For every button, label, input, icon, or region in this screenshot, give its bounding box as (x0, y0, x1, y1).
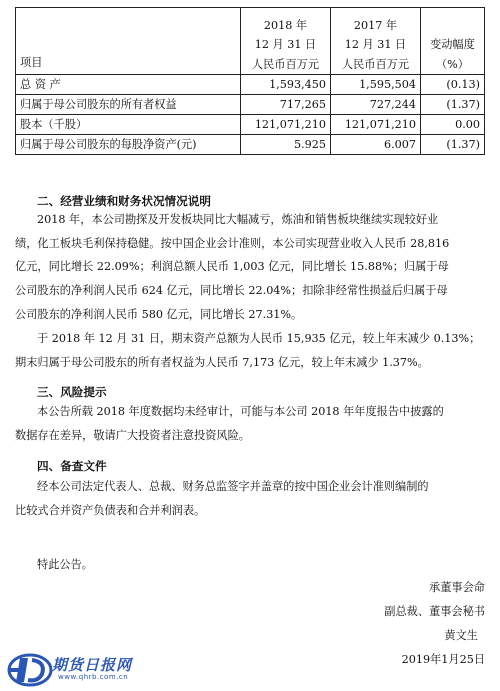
signature-date: 2019年1月25日 (401, 653, 485, 666)
documents-paragraph (15, 475, 485, 522)
row-change: (0.13) (421, 75, 485, 95)
row-change: (1.37) (421, 95, 485, 115)
row-value-2017: 121,071,210 (331, 115, 421, 135)
watermark-url: www.qhrb.com.cn (58, 673, 129, 681)
paragraph-line: 比较式合并资产负债表和合并利润表。 (15, 503, 206, 517)
paragraph-line: 本公告所载 2018 年度数据均未经审计，可能与本公司 2018 年年度报告中披露的 (37, 405, 444, 418)
table-row (16, 95, 485, 115)
row-value-2018: 121,071,210 (241, 115, 331, 135)
paragraph-line: 数据存在差异，敬请广大投资者注意投资风险。 (15, 428, 250, 442)
row-label: 归属于母公司股东的所有者权益 (16, 95, 241, 115)
signature-title: 副总裁、董事会秘书 (384, 605, 485, 618)
table-header-row (16, 8, 485, 75)
financial-summary-table (15, 7, 485, 155)
watermark-logo-icon (6, 650, 58, 690)
paragraph-line: 于 2018 年 12 月 31 日，期末资产总额为人民币 15,935 亿元，较上年末减少 0.13%； (37, 332, 481, 345)
risk-paragraph (15, 400, 485, 447)
row-value-2018: 717,265 (241, 95, 331, 115)
header-2017: 2017 年 12 月 31 日 人民币百万元 (331, 8, 421, 75)
row-value-2018: 5.925 (241, 135, 331, 155)
paragraph-line: 公司股东的净利润人民币 624 亿元，同比增长 22.04%；扣除非经常性损益后归属于母 (15, 284, 448, 298)
header-item: 项目 (16, 8, 241, 75)
paragraph-line: 经本公司法定代表人、总裁、财务总监签字并盖章的按中国企业会计准则编制的 (37, 480, 429, 493)
watermark-text: 期货日报网 (52, 656, 133, 674)
section-heading-results: 二、经营业绩和财务状况情况说明 (37, 194, 211, 208)
row-label: 股本（千股） (16, 115, 241, 135)
closing-text: 特此公告。 (37, 558, 93, 571)
table-row (16, 75, 485, 95)
row-label: 归属于母公司股东的每股净资产(元) (16, 135, 241, 155)
watermark (0, 648, 160, 691)
paragraph-line: 亿元，同比增长 22.09%；利润总额人民币 1,003 亿元，同比增长 15.88%；归属于母 (15, 260, 449, 274)
table-row (16, 115, 485, 135)
section-heading-risk: 三、风险提示 (37, 385, 107, 399)
assets-paragraph (15, 327, 485, 374)
row-change: (1.37) (421, 135, 485, 155)
header-2018: 2018 年 12 月 31 日 人民币百万元 (241, 8, 331, 75)
row-value-2018: 1,593,450 (241, 75, 331, 95)
row-value-2017: 1,595,504 (331, 75, 421, 95)
paragraph-line: 期末归属于母公司股东的所有者权益为人民币 7,173 亿元，较上年末减少 1.37%。 (15, 355, 429, 369)
table-row (16, 135, 485, 155)
paragraph-line: 绩，化工板块毛利保持稳健。按中国企业会计准则，本公司实现营业收入人民币 28,816 (15, 236, 450, 250)
row-value-2017: 727,244 (331, 95, 421, 115)
row-change: 0.00 (421, 115, 485, 135)
row-label: 总 资 产 (16, 75, 241, 95)
section-heading-documents: 四、备查文件 (37, 459, 107, 473)
results-paragraph (15, 208, 485, 327)
row-value-2017: 6.007 (331, 135, 421, 155)
paragraph-line: 2018 年，本公司勘探及开发板块同比大幅减亏，炼油和销售板块继续实现较好业 (37, 213, 439, 226)
paragraph-line: 公司股东的净利润人民币 580 亿元，同比增长 27.31%。 (15, 307, 303, 321)
signature-name: 黄文生 (444, 629, 478, 642)
header-change: 变动幅度 （%） (421, 8, 485, 75)
signature-org: 承董事会命 (429, 581, 485, 594)
